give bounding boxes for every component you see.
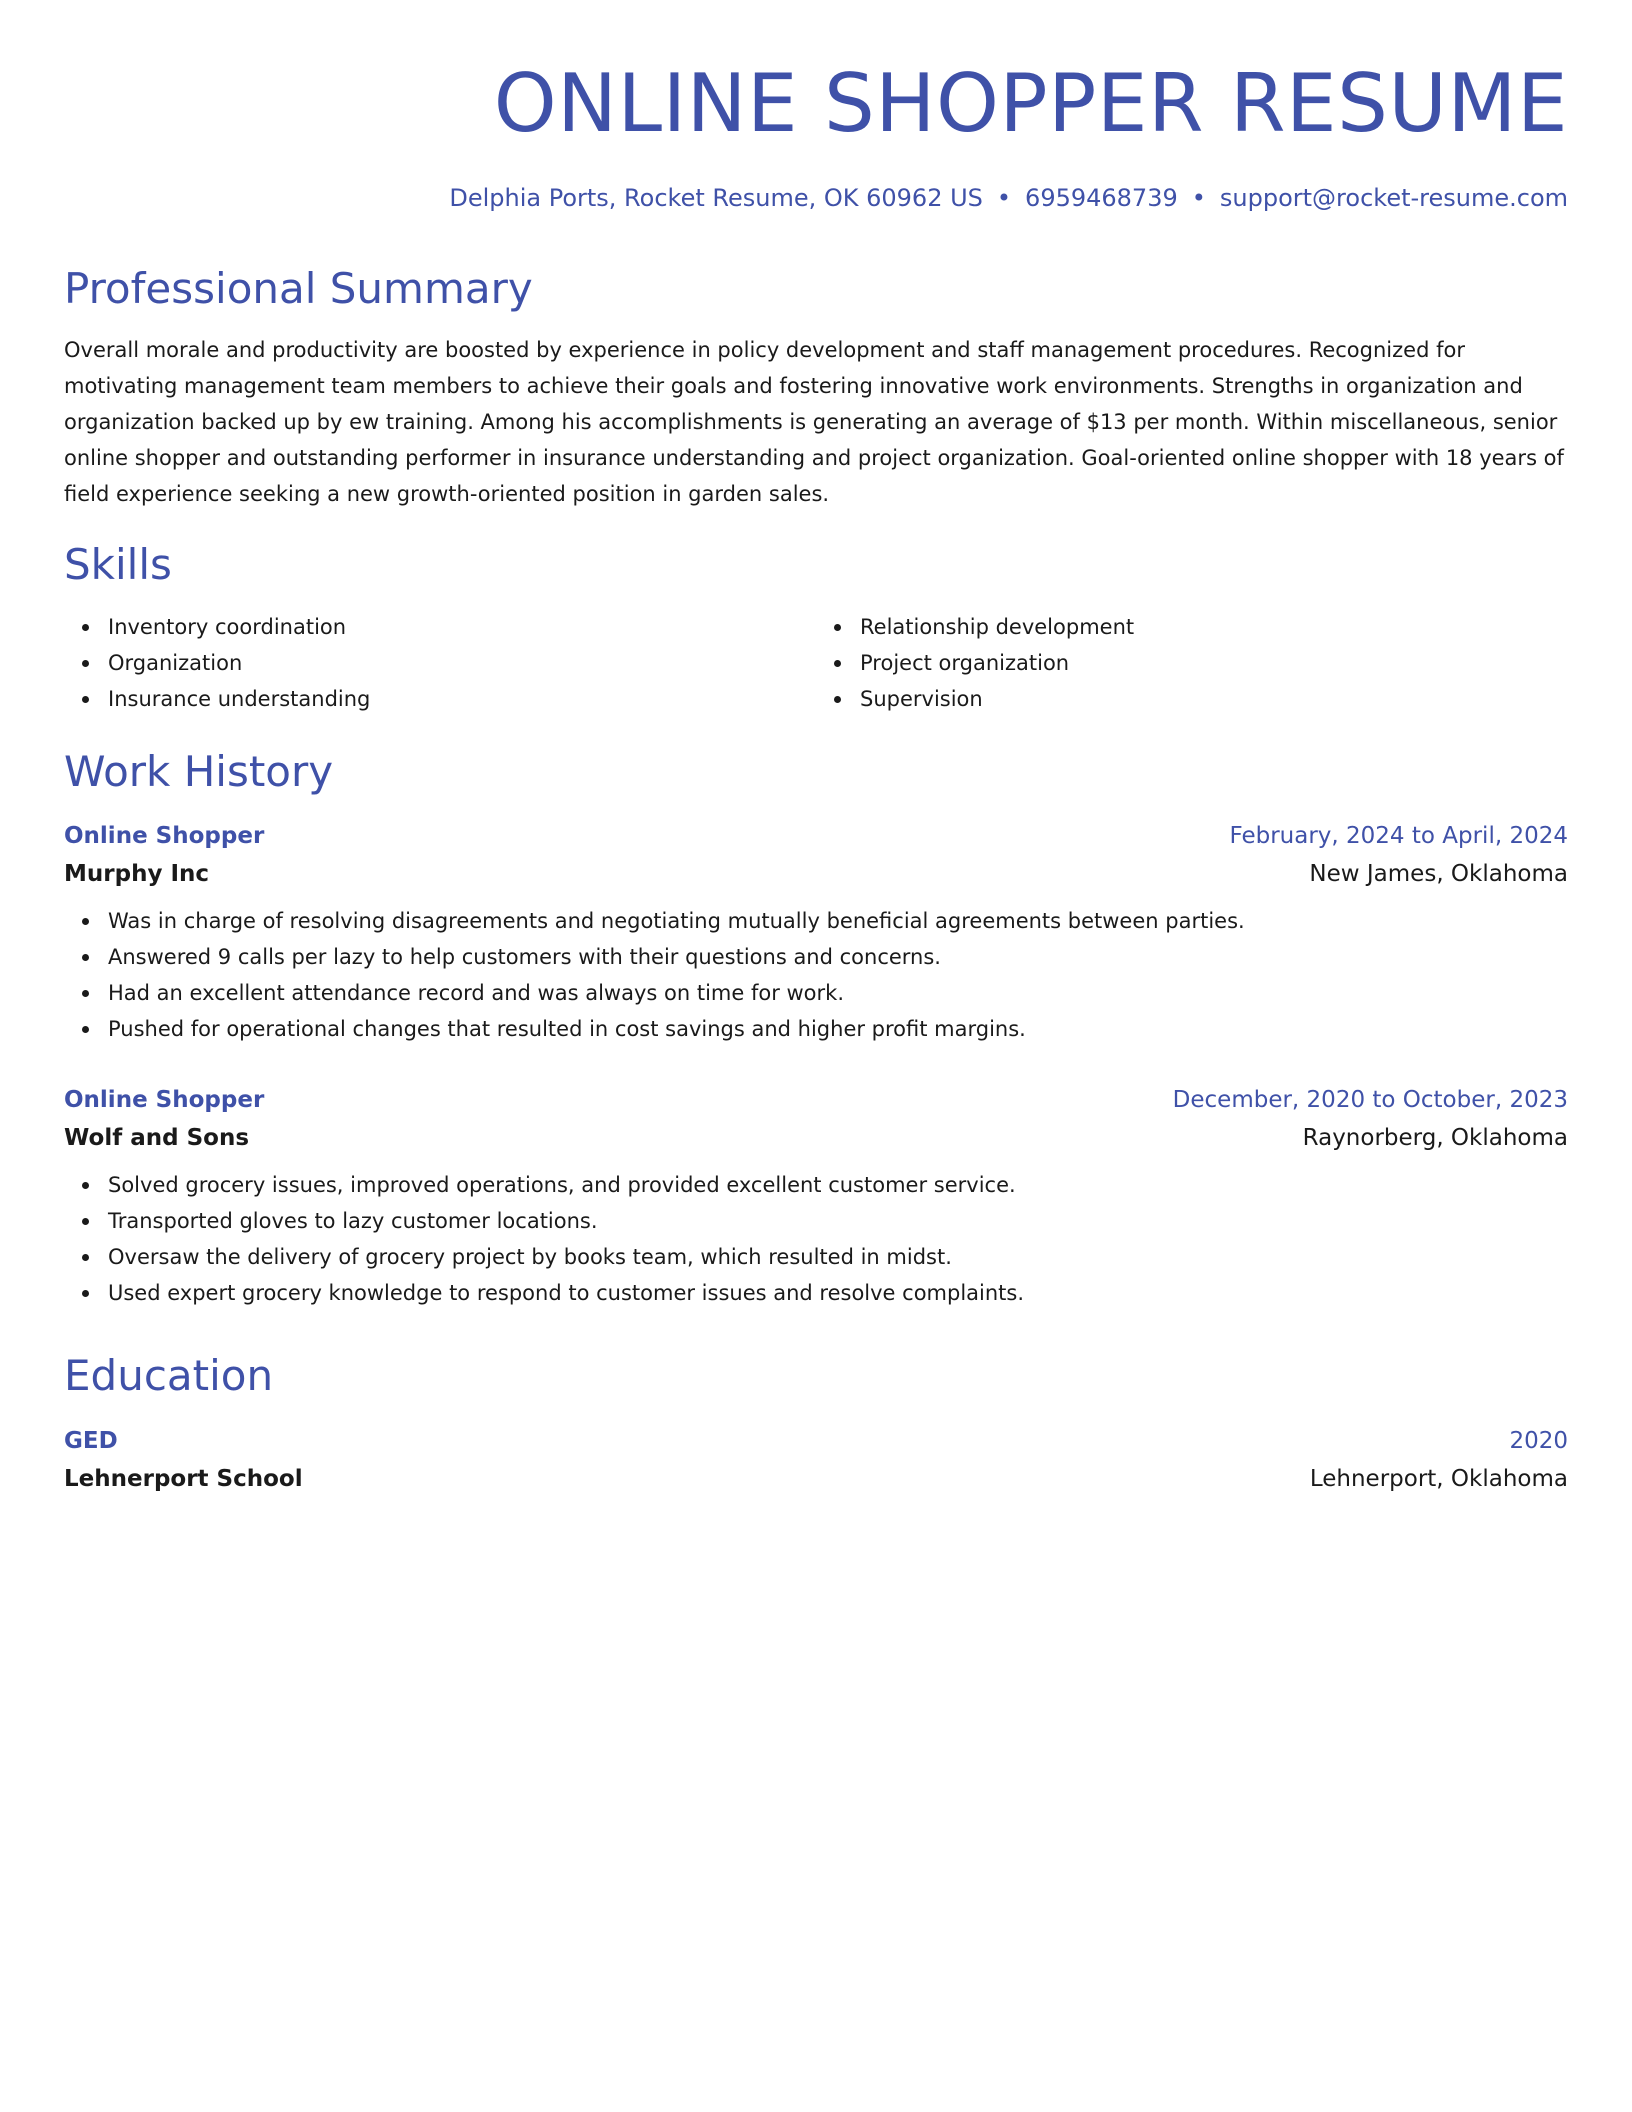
work-history-heading: Work History [64,746,334,796]
skill-item: Organization [108,645,816,681]
contact-phone: 6959468739 [1025,184,1178,212]
job-bullet: Transported gloves to lazy customer locations. [108,1203,1568,1239]
resume-title: ONLINE SHOPPER RESUME [493,57,1568,150]
contact-line [64,184,1568,212]
job-title: Online Shopper [64,823,265,850]
job-entry [64,1087,1568,1311]
skills-grid [64,609,1568,717]
job-title: Online Shopper [64,1087,265,1114]
job-bullets [64,903,1568,1047]
job-dates: December, 2020 to October, 2023 [1172,1087,1568,1114]
job-bullet: Answered 9 calls per lazy to help customers with their questions and concerns. [108,939,1568,975]
contact-email: support@rocket-resume.com [1219,184,1568,212]
skill-item: Project organization [860,645,1568,681]
skills-heading: Skills [64,540,172,590]
job-bullet: Had an excellent attendance record and was always on time for work. [108,975,1568,1011]
education-heading: Education [64,1351,274,1401]
job-bullet: Was in charge of resolving disagreements and negotiating mutually beneficial agreements between parties. [108,903,1568,939]
job-header-row [64,823,1568,849]
job-bullet: Used expert grocery knowledge to respond to customer issues and resolve complaints. [108,1275,1568,1311]
education-location: Lehnerport, Oklahoma [1309,1465,1568,1492]
contact-separator: • [1191,184,1206,212]
contact-separator: • [996,184,1012,212]
job-bullet: Pushed for operational changes that resulted in cost savings and higher profit margins. [108,1011,1568,1047]
job-bullets [64,1167,1568,1311]
job-company: Wolf and Sons [64,1125,250,1152]
skill-item: Inventory coordination [108,609,816,645]
education-entry [64,1428,1568,1492]
skills-column-right [816,609,1568,717]
skills-column-left [64,609,816,717]
job-header-row [64,1087,1568,1113]
job-company-row [64,861,1568,887]
education-school-row [64,1466,1568,1492]
education-degree: GED [64,1427,118,1454]
summary-heading: Professional Summary [64,264,533,313]
job-bullet: Solved grocery issues, improved operations, and provided excellent customer service. [108,1167,1568,1203]
job-company: Murphy Inc [64,861,210,888]
contact-address: Delphia Ports, Rocket Resume, OK 60962 US [449,184,983,212]
skill-item: Supervision [860,681,1568,717]
education-header-row [64,1428,1568,1454]
job-location: Raynorberg, Oklahoma [1302,1125,1568,1152]
summary-text: Overall morale and productivity are boosted by experience in policy development and staff management procedures. Recognized for motivating management team members to achieve their goals and fostering innovative work environments. Strengths in organization and organization backed up by ew training. Among his accomplishments is generating an average of $13 per month. Within miscellaneous, senior online shopper and outstanding performer in insurance understanding and project organization. Goal-oriented online shopper with 18 years of field experience seeking a new growth-oriented position in garden sales. [64,338,1564,507]
job-bullet: Oversaw the delivery of grocery project by books team, which resulted in midst. [108,1239,1568,1275]
skill-item: Insurance understanding [108,681,816,717]
education-school: Lehnerport School [64,1465,303,1492]
job-company-row [64,1125,1568,1151]
job-location: New James, Oklahoma [1309,861,1568,888]
education-year: 2020 [1509,1427,1568,1454]
job-entry [64,823,1568,1047]
job-dates: February, 2024 to April, 2024 [1229,823,1568,850]
skill-item: Relationship development [860,609,1568,645]
